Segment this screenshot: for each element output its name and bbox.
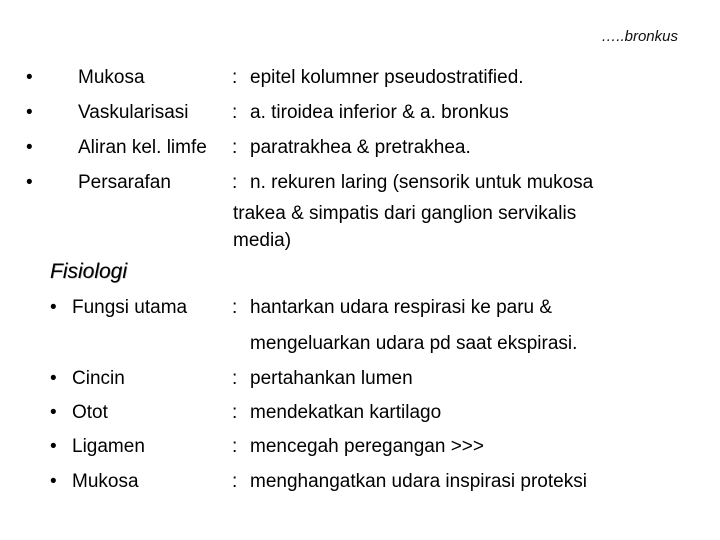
bullet-icon: • (26, 67, 33, 88)
term-label: Cincin (72, 368, 125, 389)
section-title-fisiologi: Fisiologi (50, 260, 128, 283)
bullet-icon: • (26, 137, 33, 158)
bullet-icon: • (26, 172, 33, 193)
bullet-icon: • (50, 402, 57, 423)
term-label: Ligamen (72, 436, 145, 457)
definition-text: n. rekuren laring (sensorik untuk mukosa (250, 172, 594, 193)
colon-separator: : (232, 402, 238, 423)
colon-separator: : (232, 137, 238, 158)
definition-text: menghangatkan udara inspirasi proteksi (250, 471, 587, 492)
definition-text: a. tiroidea inferior & a. bronkus (250, 102, 509, 123)
term-label: Mukosa (78, 67, 145, 88)
colon-separator: : (232, 471, 238, 492)
term-label: Fungsi utama (72, 297, 188, 318)
definition-continuation: mengeluarkan udara pd saat ekspirasi. (250, 333, 578, 354)
colon-separator: : (232, 297, 238, 318)
term-label: Aliran kel. limfe (78, 137, 207, 158)
bullet-icon: • (50, 297, 57, 318)
definition-continuation: media) (233, 230, 292, 251)
definition-text: hantarkan udara respirasi ke paru & (250, 297, 553, 318)
term-label: Mukosa (72, 471, 139, 492)
definition-text: epitel kolumner pseudostratified. (250, 67, 524, 88)
colon-separator: : (232, 172, 238, 193)
definition-text: paratrakhea & pretrakhea. (250, 137, 471, 158)
definition-text: mencegah peregangan >>> (250, 436, 485, 457)
term-label: Vaskularisasi (78, 102, 189, 123)
colon-separator: : (232, 102, 238, 123)
term-label: Persarafan (78, 172, 171, 193)
colon-separator: : (232, 436, 238, 457)
bullet-icon: • (50, 471, 57, 492)
term-label: Otot (72, 402, 108, 423)
bullet-icon: • (50, 436, 57, 457)
colon-separator: : (232, 368, 238, 389)
header-note: …..bronkus (601, 28, 678, 45)
definition-text: mendekatkan kartilago (250, 402, 442, 423)
bullet-icon: • (26, 102, 33, 123)
definition-continuation: trakea & simpatis dari ganglion servikalis (233, 203, 577, 224)
colon-separator: : (232, 67, 238, 88)
definition-text: pertahankan lumen (250, 368, 413, 389)
bullet-icon: • (50, 368, 57, 389)
